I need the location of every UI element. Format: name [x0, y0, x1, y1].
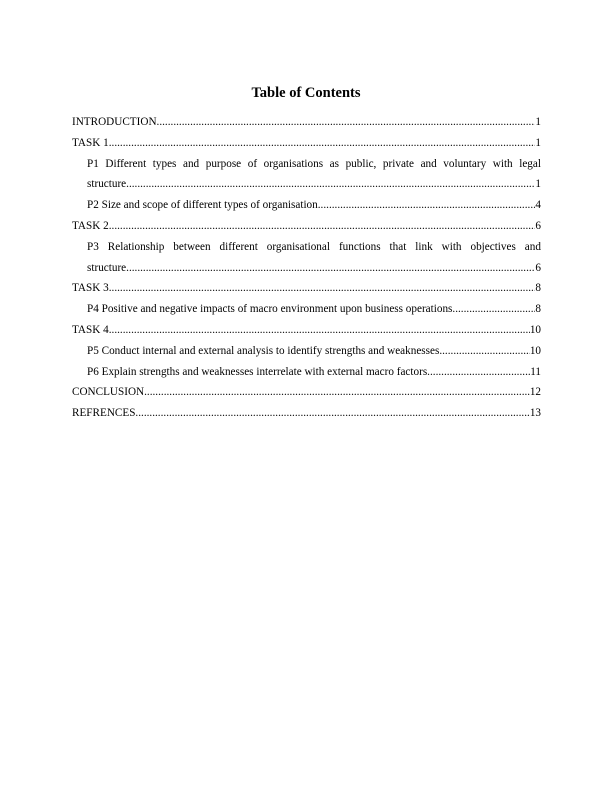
toc-entry-task-4[interactable] [72, 320, 541, 341]
dot-leader [144, 382, 530, 403]
toc-entry-page: 10 [529, 344, 541, 357]
toc-word: Different [105, 157, 147, 170]
toc-entry-label: P5 Conduct internal and external analysis to identify strengths and weaknesses [87, 344, 440, 357]
toc-word: types [152, 157, 177, 170]
dot-leader [452, 299, 535, 320]
toc-word: Relationship [107, 240, 165, 253]
toc-word: organisational [266, 240, 330, 253]
toc-entry-page: 1 [535, 136, 541, 149]
toc-word: organisations [263, 157, 324, 170]
toc-entry-page: 6 [535, 261, 541, 274]
toc-entry-line2 [72, 174, 541, 195]
toc-entry-p6[interactable] [72, 362, 541, 383]
toc-word: link [415, 240, 433, 253]
toc-word: and [524, 240, 541, 253]
toc-entry-p1[interactable] [72, 154, 541, 196]
toc-title: Table of Contents [251, 85, 361, 101]
toc-entry-label-line1 [72, 237, 541, 258]
toc-entry-line2 [72, 258, 541, 279]
toc-entry-label: TASK 1 [72, 136, 109, 149]
toc-word: objectives [470, 240, 516, 253]
toc-entry-p4[interactable] [72, 299, 541, 320]
dot-leader [427, 362, 530, 383]
toc-entry-label: P6 Explain strengths and weaknesses interrelate with external macro factors [87, 365, 428, 378]
toc-word: between [173, 240, 211, 253]
toc-entry-label: structure [87, 261, 127, 274]
toc-entry-references[interactable] [72, 403, 541, 424]
toc-entry-label: TASK 2 [72, 219, 109, 232]
toc-entry-label: structure [87, 178, 127, 191]
dot-leader [126, 174, 535, 195]
toc-word: functions [338, 240, 381, 253]
dot-leader [109, 133, 536, 154]
dot-leader [126, 258, 535, 279]
toc-word: as [329, 157, 339, 170]
toc-entry-label: P4 Positive and negative impacts of macro environment upon business operations [87, 303, 453, 316]
toc-entry-p3[interactable] [72, 237, 541, 279]
toc-entry-conclusion[interactable] [72, 382, 541, 403]
toc-entry-label-line1 [72, 154, 541, 175]
dot-leader [109, 216, 536, 237]
toc-word: voluntary [443, 157, 487, 170]
dot-leader [439, 341, 529, 362]
toc-word: and [420, 157, 437, 170]
toc-entry-label: INTRODUCTION [72, 116, 157, 128]
toc-entry-page: 13 [529, 407, 541, 420]
toc-entry-task-3[interactable] [72, 278, 541, 299]
toc-entry-label: TASK 4 [72, 323, 109, 336]
toc-entry-task-1[interactable] [72, 133, 541, 154]
toc-entry-task-2[interactable] [72, 216, 541, 237]
toc-word: P3 [87, 240, 99, 253]
toc-entry-page: 10 [529, 323, 541, 336]
toc-word: of [247, 157, 258, 170]
toc-entry-label: TASK 3 [72, 282, 109, 295]
toc-word: legal [519, 157, 541, 170]
toc-entry-page: 1 [535, 178, 541, 191]
toc-word: private [382, 157, 414, 170]
table-of-contents [72, 112, 541, 424]
dot-leader [135, 403, 529, 424]
toc-word: public, [345, 157, 377, 170]
toc-entry-page: 8 [535, 282, 541, 295]
toc-entry-page: 1 [535, 116, 541, 128]
toc-word: and [182, 157, 200, 170]
toc-entry-introduction[interactable] [72, 112, 541, 133]
toc-entry-label: P2 Size and scope of different types of organisation [87, 199, 318, 212]
toc-word: that [389, 240, 407, 253]
toc-entry-page: 4 [535, 199, 541, 212]
toc-entry-page: 8 [535, 303, 541, 316]
toc-entry-page: 11 [530, 365, 541, 378]
toc-entry-label: CONCLUSION [72, 386, 145, 399]
dot-leader [318, 195, 536, 216]
toc-word: with [492, 157, 513, 170]
toc-entry-label: REFRENCES [72, 407, 136, 420]
dot-leader [109, 278, 536, 299]
toc-entry-p5[interactable] [72, 341, 541, 362]
dot-leader [109, 320, 530, 341]
dot-leader [157, 112, 536, 133]
toc-word: P1 [87, 157, 99, 170]
toc-word: purpose [205, 157, 242, 170]
toc-word: with [441, 240, 462, 253]
toc-entry-page: 6 [535, 219, 541, 232]
toc-entry-p2[interactable] [72, 195, 541, 216]
toc-word: different [219, 240, 258, 253]
toc-entry-page: 12 [529, 386, 541, 399]
